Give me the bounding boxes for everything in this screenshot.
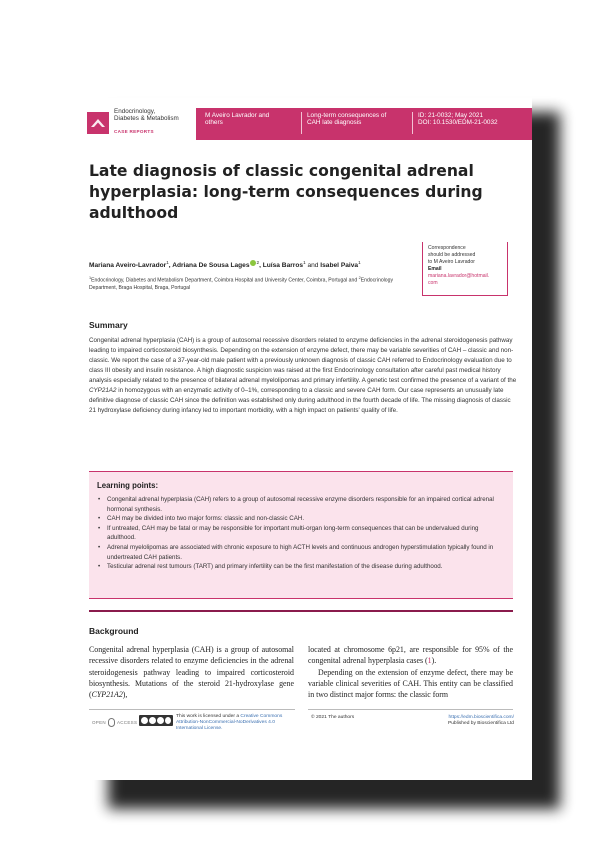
journal-subtitle: CASE REPORTS <box>114 129 154 134</box>
email-link[interactable] <box>428 273 507 287</box>
orcid-icon[interactable] <box>250 260 256 266</box>
background-column-1 <box>89 644 294 700</box>
header-id-line: ID: 21-0032; May 2021 <box>418 112 484 119</box>
header-id <box>418 112 498 127</box>
author-list <box>89 260 361 269</box>
section-divider <box>89 610 513 612</box>
author-affiliation-marker: 2 <box>256 260 260 265</box>
author-name: Isabel Paiva <box>320 262 359 270</box>
correspondence-line: Correspondence <box>428 245 466 251</box>
learning-point <box>97 514 505 524</box>
header-topic <box>307 112 386 127</box>
author[interactable] <box>89 262 169 269</box>
publisher-info <box>436 715 514 727</box>
affiliations <box>89 275 419 292</box>
author-name: Mariana Aveiro-Lavrador <box>89 262 167 270</box>
correspondence-line: should be addressed <box>428 252 476 259</box>
open-access-label: OPEN <box>92 720 106 725</box>
author-affiliation-marker: 1 <box>166 260 169 265</box>
affiliation-marker: 2 <box>358 276 361 280</box>
summary-heading: Summary <box>89 320 128 330</box>
publisher-name: Published by Bioscientifica Ltd <box>447 720 514 726</box>
body-text: ), <box>122 690 128 700</box>
header-band <box>196 108 532 140</box>
reference-link[interactable]: 1 <box>427 656 432 666</box>
email-line2: com <box>428 280 438 287</box>
learning-point-text: Adrenal myelolipomas are associated with chronic exposure to high ACTH levels and continuous androgen hyperstimulation typically found in undertreated CAH patients. <box>107 543 494 561</box>
learning-point <box>97 562 505 572</box>
author[interactable] <box>172 262 259 269</box>
author-name: Adriana De Sousa Lages <box>172 262 250 270</box>
journal-url-link[interactable]: https://edm.bioscientifica.com/ <box>448 715 514 720</box>
header-authors <box>205 112 269 127</box>
journal-name-line1: Endocrinology, <box>114 108 156 115</box>
author-separator: and <box>305 262 321 270</box>
copyright: © 2021 The authors <box>311 715 355 720</box>
header-authors-line1: M Aveiro Lavrador and <box>205 112 270 119</box>
learning-point <box>97 543 505 562</box>
learning-point <box>97 495 505 514</box>
body-text: Depending on the extension of enzyme defect, there may be variable clinical severities of CAH. This entity can be classified in two distinct major forms: the classic form <box>308 667 513 700</box>
license-link[interactable]: Creative Commons Attribution-NonCommercial-NoDerivatives 4.0 International License. <box>176 714 283 731</box>
open-access-badge <box>92 718 137 727</box>
author-separator: , <box>259 262 263 270</box>
learning-points-list <box>97 495 505 572</box>
author-affiliation-marker: 1 <box>303 260 306 265</box>
creative-commons-icon[interactable] <box>139 715 173 726</box>
open-access-lock-icon <box>108 718 115 727</box>
body-text: Congenital adrenal hyperplasia (CAH) is a group of autosomal recessive disorders related to enzyme deficiencies in the adrenal steroidogenesis pathway leading to impaired corticosteroid biosynthesis. Mutations of the steroid 21-hydroxylase gene ( <box>89 645 294 700</box>
email-line1: mariana.lavrador@hotmail. <box>428 273 490 280</box>
article-title: Late diagnosis of classic congenital adrenal hyperplasia: long-term consequences during adulthood <box>89 162 483 222</box>
license-prefix: This work is licensed under a <box>176 714 241 719</box>
header-divider <box>301 112 302 134</box>
learning-point-text: CAH may be divided into two major forms: classic and non-classic CAH. <box>107 515 305 523</box>
header-doi-line: DOI: 10.1530/EDM-21-0032 <box>418 119 498 127</box>
header-authors-line2: others <box>205 119 223 127</box>
learning-point <box>97 524 505 543</box>
summary-text-part: in homozygous with an enzymatic activity of 0–1%, corresponding to a classic and severe CAH form. Our case represents an unusually late definitive diagnose of classic CAH since the definition was established only during adulthood in the fourth decade of life. The missing diagnosis of classic 21 hydroxylase deficiency during infancy led to important morbidity, with a high impact on patients' quality of life. <box>89 387 511 414</box>
bullet-icon: • <box>98 515 101 523</box>
author[interactable] <box>263 262 306 269</box>
summary-text <box>89 336 517 416</box>
header-topic-line1: Long-term consequences of <box>307 112 387 119</box>
background-heading: Background <box>89 626 139 636</box>
background-column-2 <box>308 644 513 700</box>
summary-text-part: Congenital adrenal hyperplasia (CAH) is a group of autosomal recessive disorders related to enzyme deficiencies in the adrenal steroidogenesis pathway leading to impaired corticosteroid biosynthesis. Depending on the extension of enzyme defect, there may be variable severities of CAH – classic and non-classic. We report the case of a 37-year-old male patient with a previously unknown diagnosis of classic CAH referred to Endocrinology evaluation due to class III obesity and insulin resistance. A high diagnostic suspicion was raised at the first Endocrinology consultation after careful past medical history analysis especially related to the presence of bilateral adrenal myelolipomas and primary infertility. A genetic test confirmed the presence of a variant of the <box>89 337 517 384</box>
bullet-icon: • <box>98 496 101 503</box>
learning-point-text: If untreated, CAH may be fatal or may be responsible for important multi-organ long-term consequences that can be undervalued during adulthood. <box>107 524 479 542</box>
open-access-label: ACCESS <box>116 720 138 725</box>
bullet-icon: • <box>98 524 101 532</box>
correspondence-box <box>422 242 508 296</box>
footer-rule <box>89 709 295 710</box>
correspondence-line: to M Aveiro Lavrador <box>428 259 475 266</box>
header-topic-line2: CAH late diagnosis <box>307 119 362 127</box>
bullet-icon: • <box>98 563 101 571</box>
gene-name: CYP21A2 <box>91 690 123 700</box>
learning-points-heading: Learning points: <box>97 481 159 490</box>
bullet-icon: • <box>98 543 101 551</box>
author-affiliation-marker: 1 <box>358 260 361 265</box>
author-separator: , <box>168 262 173 270</box>
journal-name-line2: Diabetes & Metabolism <box>114 114 179 122</box>
license-text <box>176 714 296 732</box>
affiliation-text: Endocrinology Department, Braga Hospital, Braga, Portugal <box>89 277 393 291</box>
affiliation-text: Endocrinology, Diabetes and Metabolism Department, Coimbra Hospital and University Center, Coimbra, Portugal and <box>91 277 359 284</box>
article-page <box>78 98 532 780</box>
header-divider <box>412 112 413 134</box>
body-text: ). <box>431 656 437 666</box>
learning-point-text: Testicular adrenal rest tumours (TART) and primary infertility can be the first manifestation of the disease during adulthood. <box>107 563 443 571</box>
affiliation-marker: 1 <box>89 276 92 280</box>
email-label: Email <box>428 266 442 273</box>
footer-rule <box>308 709 513 710</box>
author[interactable] <box>320 262 360 269</box>
gene-name: CYP21A2 <box>89 387 117 394</box>
journal-logo-icon <box>87 112 109 134</box>
body-text: located at chromosome 6p21, are responsible for 95% of the congenital adrenal hyperplasia cases ( <box>308 645 513 666</box>
author-name: Luísa Barros <box>262 262 304 270</box>
learning-points-box <box>89 471 513 599</box>
learning-point-text: Congenital adrenal hyperplasia (CAH) refers to a group of autosomal recessive enzyme disorders responsible for an impaired cortical adrenal hormonal synthesis. <box>107 496 494 513</box>
